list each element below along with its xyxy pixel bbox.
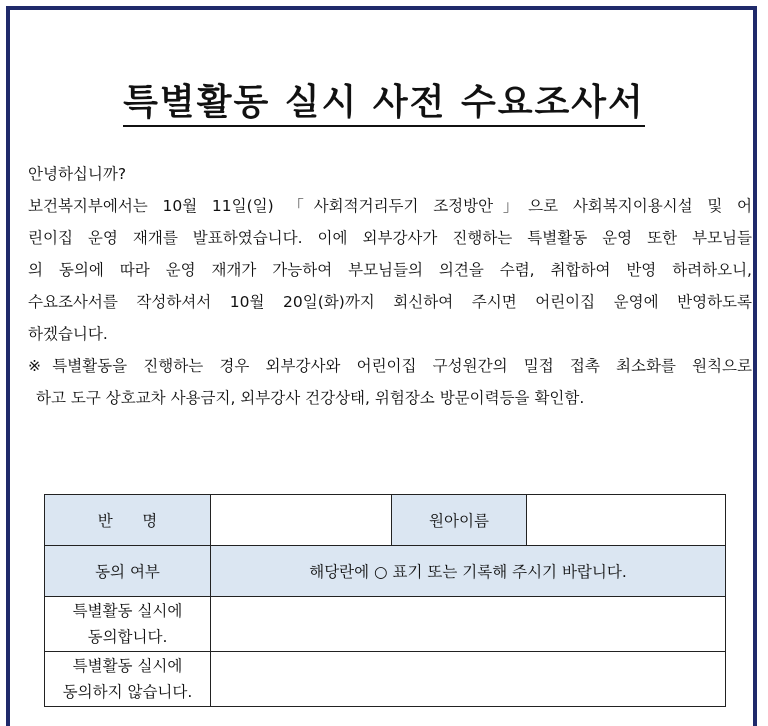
disagree-label [45, 652, 211, 707]
disagree-label-line1: 특별활동 실시에 [72, 657, 183, 675]
paragraph-line: 하겠습니다. [28, 325, 108, 343]
consent-instruction: 해당란에 ○ 표기 또는 기록해 주시기 바랍니다. [211, 546, 726, 597]
paragraph-line: 린이집 운영 재개를 발표하였습니다. 이에 외부강사가 진행하는 특별활동 운영 또한 부모님들 [28, 229, 752, 247]
disagree-mark-field[interactable] [211, 652, 726, 707]
note-line: ※특별활동을 진행하는 경우 외부강사와 어린이집 구성원간의 밀접 접촉 최소화를 원칙으로 [28, 357, 752, 375]
title-text: 특별활동 실시 사전 수요조사서 [123, 82, 645, 127]
survey-form-table [44, 494, 726, 707]
paragraph-line: 보건복지부에서는 10월 11일(일) 「사회적거리두기 조정방안」으로 사회복지이용시설 및 어 [28, 197, 752, 215]
table-row [45, 495, 726, 546]
agree-label-line1: 특별활동 실시에 [72, 602, 183, 620]
table-row [45, 597, 726, 652]
greeting: 안녕하십니까? [28, 165, 127, 183]
paragraph-line: 수요조사서를 작성하셔서 10월 20일(화)까지 회신하여 주시면 어린이집 운영에 반영하도록 [28, 293, 752, 311]
child-name-label: 원아이름 [392, 495, 527, 546]
paragraph-line: 의 동의에 따라 운영 재개가 가능하여 부모님들의 의견을 수렴, 취합하여 반영 하려하오니, [28, 261, 752, 279]
document-title [0, 74, 768, 125]
agree-mark-field[interactable] [211, 597, 726, 652]
note-line: 하고 도구 상호교차 사용금지, 외부강사 건강상태, 위험장소 방문이력등을 확인함. [36, 389, 585, 407]
child-name-field[interactable] [527, 495, 726, 546]
document-body [28, 158, 752, 414]
table-row [45, 546, 726, 597]
class-name-field[interactable] [211, 495, 392, 546]
disagree-label-line2: 동의하지 않습니다. [62, 683, 193, 701]
class-label: 반 명 [45, 495, 211, 546]
table-row [45, 652, 726, 707]
agree-label-line2: 동의합니다. [87, 628, 168, 646]
agree-label [45, 597, 211, 652]
consent-label: 동의 여부 [45, 546, 211, 597]
